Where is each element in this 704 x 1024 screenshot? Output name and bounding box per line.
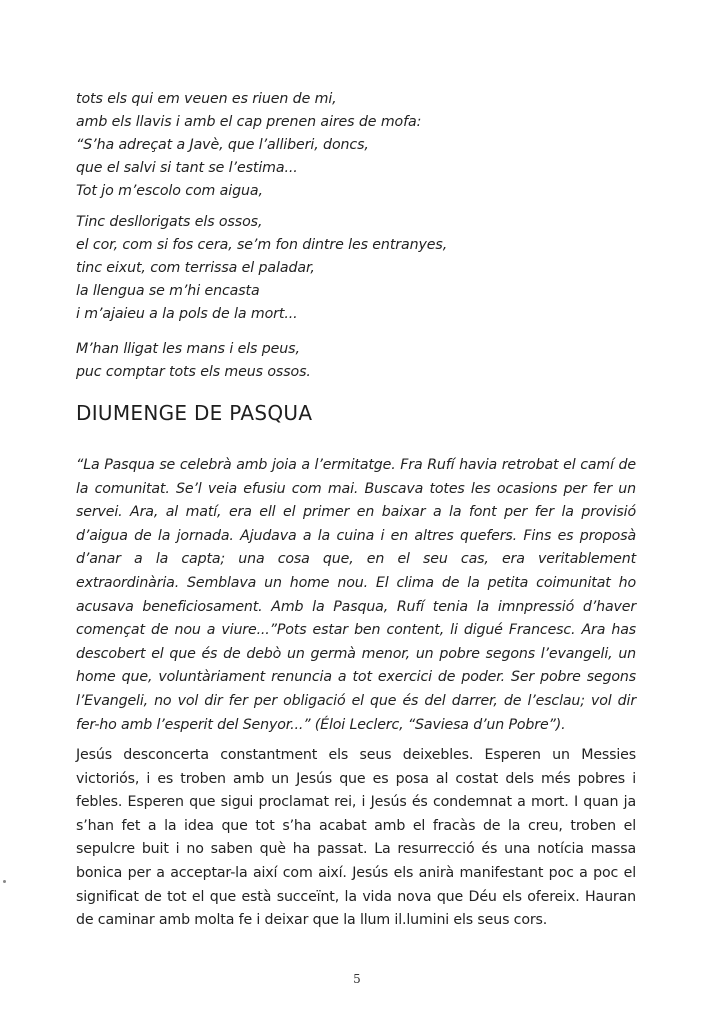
verse-line: que el salvi si tant se l’estima...: [76, 160, 298, 176]
verse-line: puc comptar tots els meus ossos.: [76, 364, 311, 380]
verse-line: “S’ha adreçat a Javè, que l’alliberi, doncs,: [76, 137, 369, 153]
verse-line: el cor, com si fos cera, se’m fon dintre les entranyes,: [76, 237, 448, 253]
verse-line: i m’ajaieu a la pols de la mort...: [76, 306, 298, 322]
verse-line: Tinc desllorigats els ossos,: [76, 214, 263, 230]
body-paragraph: Jesús desconcerta constantment els seus deixebles. Esperen un Messies victoriós, i es troben amb un Jesús que es posa al costat dels més pobres i febles. Esperen que sigui proclamat rei, i Jesús és condemnat a mort. I quan ja s’han fet a la idea que tot s’ha acabat amb el fracàs de la creu, troben el sepulcre buit i no saben què ha passat. La resurrecció és una notícia massa bonica per a acceptar-la així com així. Jesús els anirà manifestant poc a poc el significat de tot el que està succeïnt, la vida nova que Déu els ofereix. Hauran de caminar amb molta fe i deixar que la llum il.lumini els seus cors.: [76, 747, 636, 929]
section-heading: DIUMENGE DE PASQUA: [76, 401, 313, 425]
verse-line: M’han lligat les mans i els peus,: [76, 341, 300, 357]
quote-paragraph: “La Pasqua se celebrà amb joia a l’ermitatge. Fra Rufí havia retrobat el camí de la comunitat. Se’l veia efusiu com mai. Buscava totes les ocasions per fer un servei. Ara, al matí, era ell el primer en baixar a la font per fer la provisió d’aigua de la jornada. Ajudava a la cuina i en altres quefers. Fins es proposà d’anar a la capta; una cosa que, en el seu cas, era veritablement extraordinària. Semblava un home nou. El clima de la petita coimunitat ho acusava beneficiosament. Amb la Pasqua, Rufí tenia la imnpressió d’haver començat de nou a viure...”Pots estar ben content, li digué Francesc. Ara has descobert el que és de debò un germà menor, un pobre segons l’evangeli, un home que, voluntàriament renuncia a tot exercici de poder. Ser pobre segons l’Evangeli, no vol dir fer per obligació el que és del darrer, de l’esclau; vol dir fer-ho amb l’esperit del Senyor...” (Éloi Leclerc, “Saviesa d’un Pobre”).: [76, 457, 636, 733]
scan-margin-mark: [3, 880, 6, 883]
verse-line: tinc eixut, com terrissa el paladar,: [76, 260, 315, 276]
verse-line: Tot jo m’escolo com aigua,: [76, 183, 263, 199]
verse-line: tots els qui em veuen es riuen de mi,: [76, 91, 337, 107]
verse-stanza-2: [76, 211, 676, 326]
page-number: 5: [353, 972, 361, 986]
verse-line: la llengua se m’hi encasta: [76, 283, 260, 299]
verse-stanza-3: [76, 338, 676, 384]
verse-stanza-1: [76, 88, 676, 203]
verse-line: amb els llavis i amb el cap prenen aires de mofa:: [76, 114, 422, 130]
